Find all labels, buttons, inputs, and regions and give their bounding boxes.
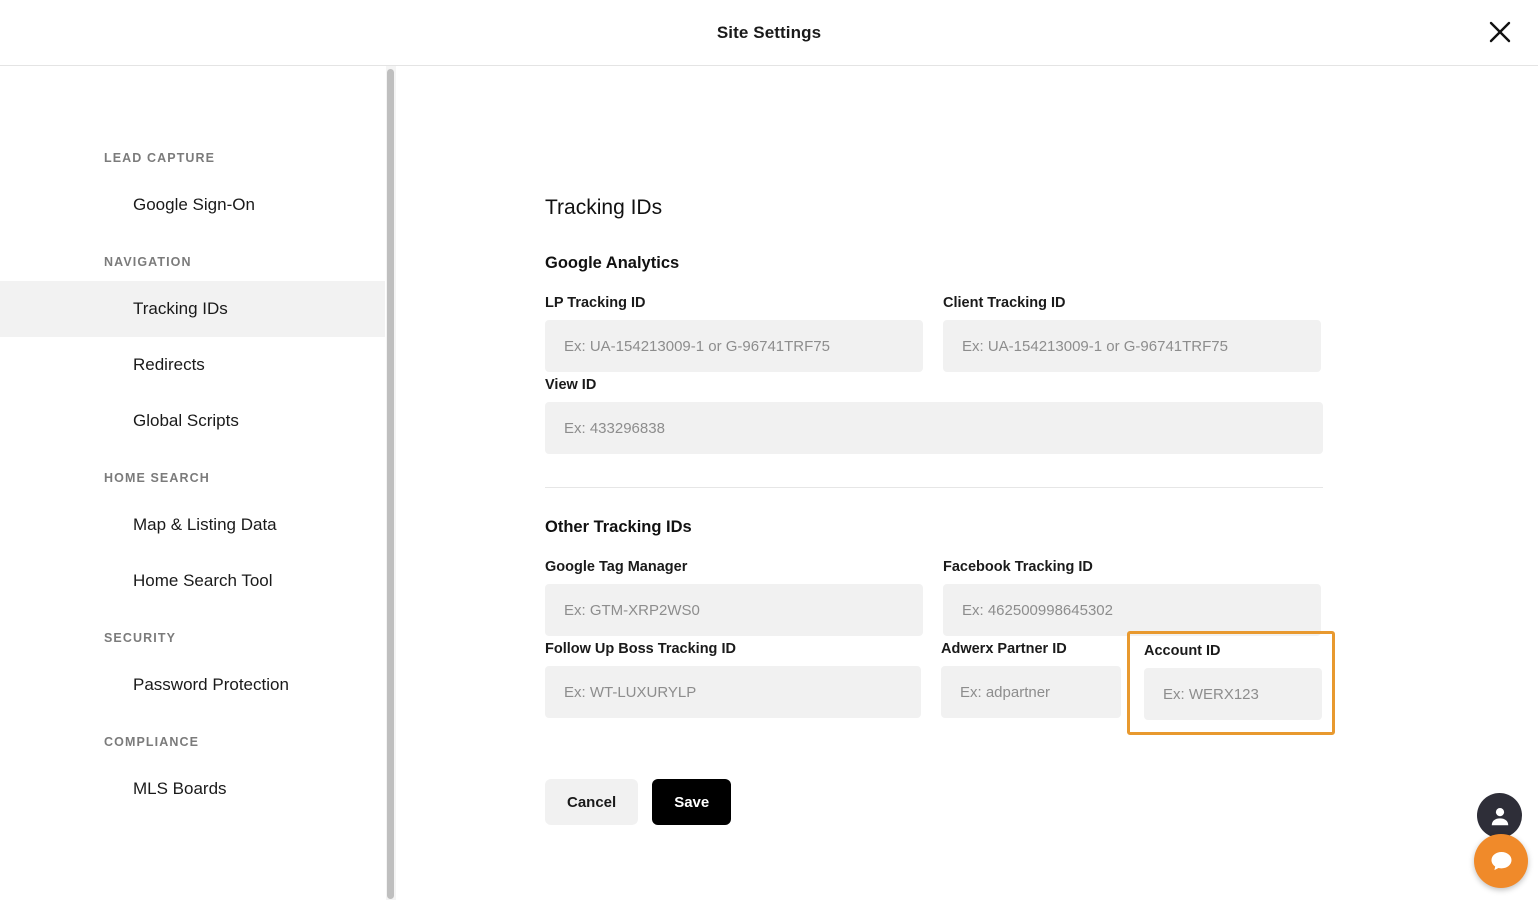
field-lp-tracking-id (545, 295, 923, 372)
input-view-id[interactable] (545, 402, 1323, 454)
label-google-tag-manager: Google Tag Manager (545, 559, 688, 575)
row-gtm-facebook (545, 559, 1335, 636)
section-divider (545, 487, 1323, 488)
sidebar-group-label: NAVIGATION (104, 255, 192, 269)
field-account-id (1144, 643, 1322, 720)
form-actions (545, 779, 1335, 825)
sidebar-item-global-scripts[interactable]: Global Scripts (133, 411, 239, 430)
sidebar-item-mls-boards[interactable]: MLS Boards (133, 779, 227, 798)
cancel-button[interactable]: Cancel (545, 779, 638, 825)
sidebar-group-security (0, 631, 385, 713)
sidebar-group-compliance (0, 735, 385, 817)
sidebar-group-home-search (0, 471, 385, 609)
input-follow-up-boss-tracking-id[interactable] (545, 666, 921, 718)
input-lp-tracking-id[interactable] (545, 320, 923, 372)
sidebar-group-label: HOME SEARCH (104, 471, 210, 485)
row-view-id (545, 377, 1335, 454)
row-tracking-ids (545, 295, 1335, 372)
label-adwerx-partner-id: Adwerx Partner ID (941, 641, 1067, 657)
sidebar-item-password-protection[interactable]: Password Protection (133, 675, 289, 694)
section-title-tracking-ids: Tracking IDs (545, 196, 663, 219)
label-view-id: View ID (545, 377, 597, 393)
field-google-tag-manager (545, 559, 923, 636)
subsection-other-tracking-ids: Other Tracking IDs (545, 518, 692, 536)
sidebar-item-google-sign-on[interactable]: Google Sign-On (133, 195, 255, 214)
field-adwerx-partner-id (941, 641, 1121, 718)
scrollbar-thumb[interactable] (387, 69, 394, 899)
modal-header (0, 0, 1538, 66)
highlighted-account-id-group (1127, 631, 1335, 735)
sidebar-item-map-listing-data[interactable]: Map & Listing Data (133, 515, 277, 534)
input-facebook-tracking-id[interactable] (943, 584, 1321, 636)
close-icon[interactable] (1480, 12, 1520, 52)
field-client-tracking-id (943, 295, 1321, 372)
chat-bubble-icon[interactable] (1474, 834, 1528, 888)
modal-body (0, 66, 1538, 900)
account-avatar-icon[interactable] (1477, 793, 1522, 838)
dialog-scrollbar[interactable] (386, 66, 396, 900)
settings-content (385, 66, 1538, 900)
sidebar-group-lead-capture (0, 151, 385, 233)
save-button[interactable]: Save (652, 779, 731, 825)
row-fub-adwerx-account (545, 641, 1335, 735)
account-avatar-glyph (1487, 803, 1513, 829)
field-facebook-tracking-id (943, 559, 1321, 636)
input-adwerx-partner-id[interactable] (941, 666, 1121, 718)
settings-sidebar (0, 66, 385, 900)
close-icon-glyph (1489, 21, 1511, 43)
sidebar-group-navigation (0, 255, 385, 449)
label-lp-tracking-id: LP Tracking ID (545, 295, 646, 311)
subsection-google-analytics: Google Analytics (545, 254, 680, 272)
label-client-tracking-id: Client Tracking ID (943, 295, 1066, 311)
field-follow-up-boss-tracking-id (545, 641, 921, 735)
sidebar-item-tracking-ids[interactable]: Tracking IDs (0, 281, 385, 337)
label-facebook-tracking-id: Facebook Tracking ID (943, 559, 1093, 575)
input-account-id[interactable] (1144, 668, 1322, 720)
field-view-id (545, 377, 1323, 454)
label-follow-up-boss-tracking-id: Follow Up Boss Tracking ID (545, 641, 736, 657)
sidebar-group-label: LEAD CAPTURE (104, 151, 216, 165)
sidebar-group-label: SECURITY (104, 631, 177, 645)
sidebar-group-label: COMPLIANCE (104, 735, 200, 749)
sidebar-item-home-search-tool[interactable]: Home Search Tool (133, 571, 273, 590)
chat-bubble-glyph (1488, 848, 1515, 875)
sidebar-item-redirects[interactable]: Redirects (133, 355, 205, 374)
group-adwerx (941, 641, 1335, 735)
label-account-id: Account ID (1144, 643, 1221, 659)
page-title: Site Settings (716, 22, 822, 42)
input-google-tag-manager[interactable] (545, 584, 923, 636)
input-client-tracking-id[interactable] (943, 320, 1321, 372)
